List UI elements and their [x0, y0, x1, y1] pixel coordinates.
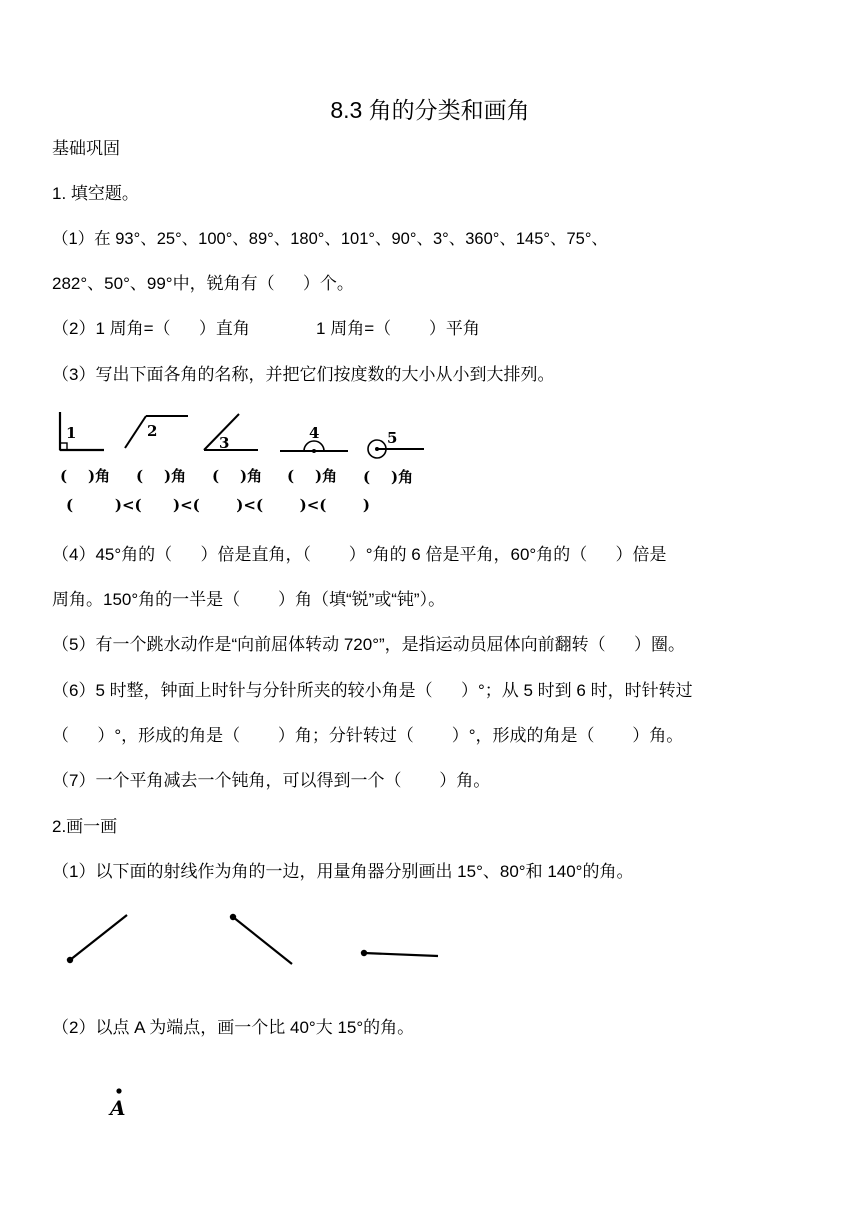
point-a-label: A — [110, 1096, 126, 1120]
ray-2 — [230, 914, 292, 964]
section-heading: 基础巩固 — [52, 139, 120, 158]
angle-1-blank: ( )角 — [60, 467, 111, 485]
q1-part4-line1: （4）45°角的（ ）倍是直角，（ ）°角的 6 倍是平角，60°角的（ ）倍是 — [52, 545, 667, 564]
angle-2-blank: ( )角 — [136, 467, 187, 485]
q2-part1: （1）以下面的射线作为角的一边，用量角器分别画出 15°、80°和 140°的角。 — [52, 862, 634, 881]
angle-4-blank: ( )角 — [287, 467, 338, 485]
point-a-dot — [112, 1086, 126, 1096]
q1-part1-line1: （1）在 93°、25°、100°、89°、180°、101°、90°、3°、360°、145°、75°、 — [52, 230, 608, 248]
page-title: 8.3 角的分类和画角 — [330, 97, 530, 123]
q2-part2: （2）以点 A 为端点，画一个比 40°大 15°的角。 — [52, 1018, 415, 1037]
angle-3-number: 3 — [219, 434, 230, 452]
q1-part7: （7）一个平角减去一个钝角，可以得到一个（ ）角。 — [52, 771, 491, 790]
angle-2-number: 2 — [147, 422, 158, 440]
q1-part6-line1: （6）5 时整，钟面上时针与分针所夹的较小角是（ ）°；从 5 时到 6 时，时针转过 — [52, 681, 693, 700]
q1-part1-line2: 282°、50°、99°中，锐角有（ ）个。 — [52, 274, 354, 293]
angle-4-number: 4 — [309, 424, 320, 442]
angle-1-number: 1 — [66, 424, 77, 442]
question-1-heading: 1. 填空题。 — [52, 184, 139, 203]
question-2-heading: 2.画一画 — [52, 817, 118, 836]
q1-part2: （2）1 周角=（ ）直角 1 周角=（ ）平角 — [52, 319, 480, 338]
q1-part6-line2: （ ）°，形成的角是（ ）角；分针转过（ ）°，形成的角是（ ）角。 — [52, 726, 684, 745]
q1-part4-line2: 周角。150°角的一半是（ ）角（填“锐”或“钝”）。 — [52, 590, 446, 609]
q1-part5: （5）有一个跳水动作是“向前屈体转动 720°”，是指运动员屈体向前翻转（ ）圈。 — [52, 635, 685, 654]
angle-5-blank: ( )角 — [363, 468, 414, 486]
angle-3-blank: ( )角 — [212, 467, 263, 485]
angle-4-figure — [280, 441, 348, 453]
angle-order-row: ( )<( )<( )<( )<( ) — [66, 496, 371, 514]
angle-figures — [52, 404, 442, 464]
ray-3 — [361, 950, 438, 956]
ray-figures — [52, 905, 452, 975]
q1-part3: （3）写出下面各角的名称，并把它们按度数的大小从小到大排列。 — [52, 365, 555, 384]
angle-5-number: 5 — [387, 429, 398, 447]
ray-1 — [67, 915, 127, 963]
angle-3-figure — [204, 414, 258, 450]
